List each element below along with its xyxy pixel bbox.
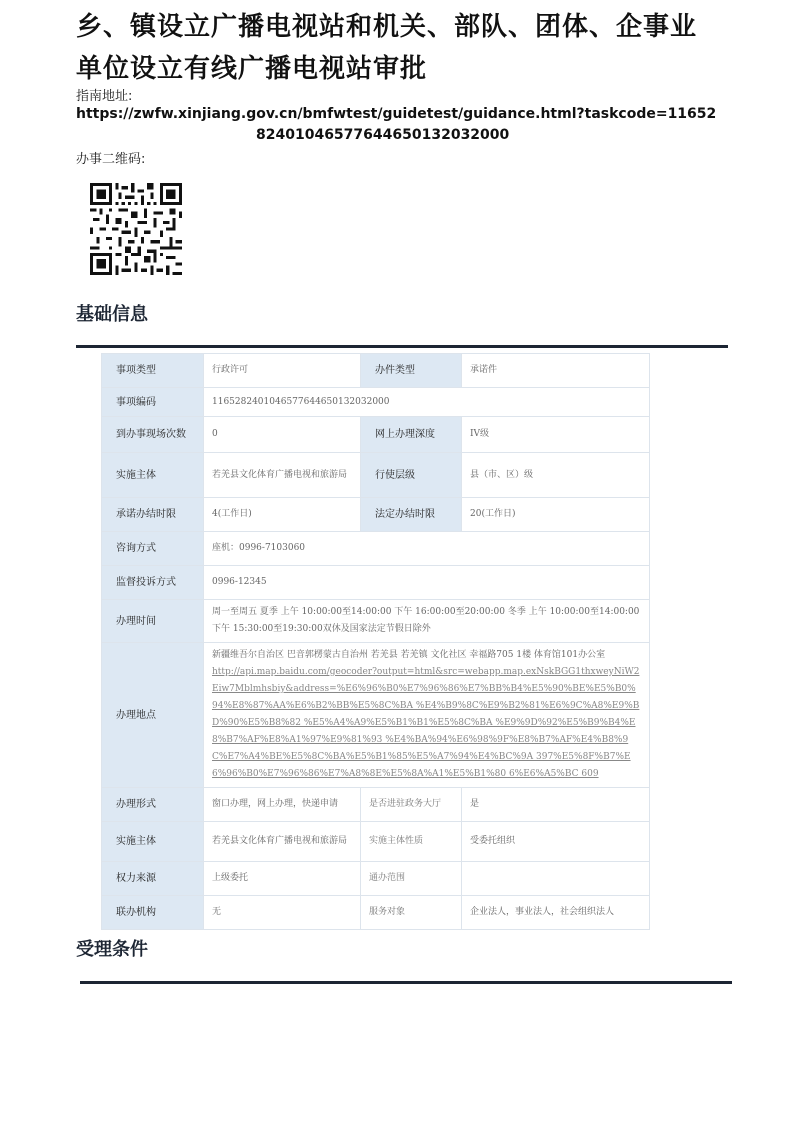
nature-value: 受委托组织 <box>462 822 650 862</box>
promise-time-value: 4(工作日) <box>204 498 361 532</box>
item-code-key: 事项编码 <box>102 388 204 417</box>
scope-value <box>462 862 650 896</box>
address-map-link[interactable]: http://api.map.baidu.com/geocoder?output=html&src=webapp.map.exNskBGG1thxweyNiW2Eiw7Mblmhsbiy&address=%E6%96%B0%E7%96%86%E7%BB%B4%E5%90%BE%E5%B0%94%E8%87%AA%E6%B2%BB%E5%8C%BA %E4%B9%8C%E9%B2%81%E6%9C%A8%E9%BD%90%E5%B8%82 %E5%A4%A9%E5%B1%B1%E5%8C%BA %E9%9D%92%E5%B9%B4%E8%B7%AF%E8%A1%97%E9%81%93 %E4%BA%94%E6%98%9F%E8%B7%AF%E4%B8%9C%E7%A4%BE%E5%8C%BA%E5%B1%85%E5%A7%94%E4%BC%9A 397%E5%8F%B7%E6%96%B0%E7%96%86%E7%A8%8E%E5%8A%A1%E5%B1%80 6%E6%A5%BC 609 <box>212 667 640 779</box>
qr-code-image <box>90 183 182 275</box>
handle-type-value: 承诺件 <box>462 354 650 388</box>
section-basic-divider <box>76 345 728 348</box>
online-depth-key: 网上办理深度 <box>361 417 462 453</box>
legal-time-key: 法定办结时限 <box>361 498 462 532</box>
complaint-key: 监督投诉方式 <box>102 566 204 600</box>
address-cell <box>204 643 650 788</box>
table-row <box>102 453 650 498</box>
table-row <box>102 354 650 388</box>
joint-value: 无 <box>204 896 361 930</box>
subject2-value: 若羌县文化体育广播电视和旅游局 <box>204 822 361 862</box>
table-row <box>102 896 650 930</box>
nature-key: 实施主体性质 <box>361 822 462 862</box>
item-type-key: 事项类型 <box>102 354 204 388</box>
visits-value: 0 <box>204 417 361 453</box>
table-row <box>102 532 650 566</box>
consult-key: 咨询方式 <box>102 532 204 566</box>
consult-value: 座机：0996-7103060 <box>204 532 650 566</box>
subject-value: 若羌县文化体育广播电视和旅游局 <box>204 453 361 498</box>
power-value: 上级委托 <box>204 862 361 896</box>
visits-key: 到办事现场次数 <box>102 417 204 453</box>
scope-key: 通办范围 <box>361 862 462 896</box>
guide-label: 指南地址: <box>76 89 133 104</box>
power-key: 权力来源 <box>102 862 204 896</box>
table-row <box>102 388 650 417</box>
section-basic-info: 基础信息 <box>76 304 148 325</box>
complaint-value: 0996-12345 <box>204 566 650 600</box>
target-key: 服务对象 <box>361 896 462 930</box>
table-row <box>102 643 650 788</box>
section-conditions-divider <box>80 981 732 984</box>
joint-key: 联办机构 <box>102 896 204 930</box>
table-row <box>102 600 650 643</box>
item-code-value: 11652824010465776446501320320​00 <box>204 388 650 417</box>
page-title: 乡、镇设立广播电视站和机关、部队、团体、企事业单位设立有线广播电视站审批 <box>76 12 698 84</box>
target-value: 企业法人，事业法人，社会组织法人 <box>462 896 650 930</box>
level-key: 行使层级 <box>361 453 462 498</box>
office-hours-value: 周一至周五 夏季 上午 10:00:00至14:00:00 下午 16:00:00至20:00:00 冬季 上午 10:00:00至14:00:00 下午 15:30:00至19:30:00双休及国家法定节假日除外 <box>204 600 650 643</box>
legal-time-value: 20(工作日) <box>462 498 650 532</box>
subject2-key: 实施主体 <box>102 822 204 862</box>
section-conditions: 受理条件 <box>76 939 148 960</box>
form-key: 办理形式 <box>102 788 204 822</box>
level-value: 县（市、区）级 <box>462 453 650 498</box>
table-row <box>102 862 650 896</box>
subject-key: 实施主体 <box>102 453 204 498</box>
address-text: 新疆维吾尔自治区 巴音郭楞蒙古自治州 若羌县 若羌镇 文化社区 幸福路705 1楼 体育馆101办公室 <box>212 650 606 660</box>
online-depth-value: IV级 <box>462 417 650 453</box>
basic-info-table <box>101 353 650 930</box>
handle-type-key: 办件类型 <box>361 354 462 388</box>
table-row <box>102 822 650 862</box>
guide-url-line1[interactable]: https://zwfw.xinjiang.gov.cn/bmfwtest/guidetest/guidance.html?taskcode=11652 <box>76 106 717 122</box>
hall-value: 是 <box>462 788 650 822</box>
table-row <box>102 498 650 532</box>
guide-url-line2[interactable]: 824010465776446501320320​00 <box>256 127 510 143</box>
table-row <box>102 417 650 453</box>
table-row <box>102 566 650 600</box>
address-key: 办理地点 <box>102 643 204 788</box>
item-type-value: 行政许可 <box>204 354 361 388</box>
table-row <box>102 788 650 822</box>
form-value: 窗口办理，网上办理，快递申请 <box>204 788 361 822</box>
qr-label: 办事二维码: <box>76 152 146 167</box>
hall-key: 是否进驻政务大厅 <box>361 788 462 822</box>
promise-time-key: 承诺办结时限 <box>102 498 204 532</box>
office-hours-key: 办理时间 <box>102 600 204 643</box>
